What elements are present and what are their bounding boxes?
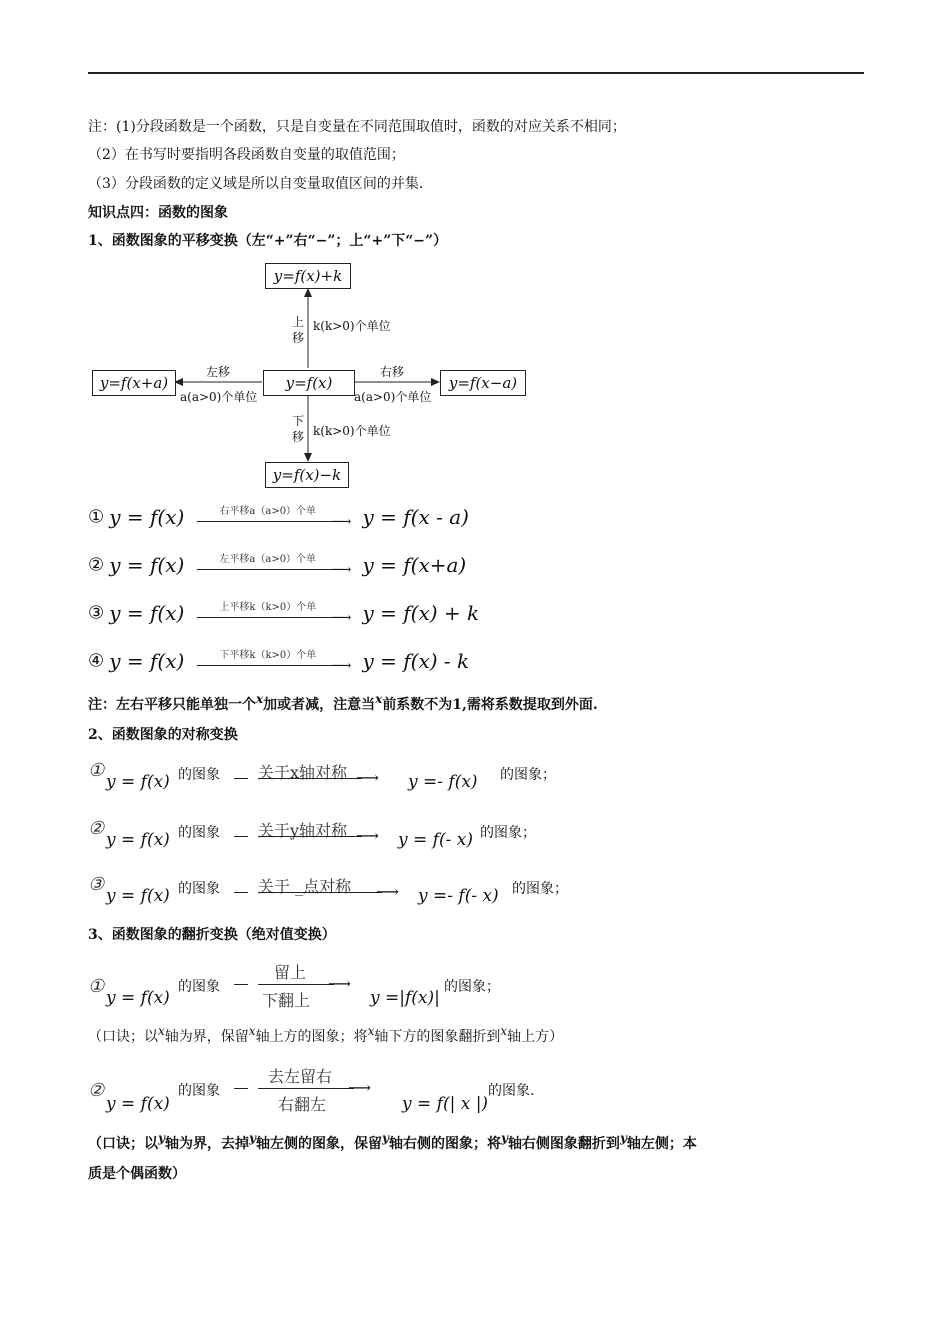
eq-rhs: y =- f(- x)	[418, 886, 499, 906]
eq-number: ③	[88, 602, 105, 624]
left-label: 左移	[206, 365, 231, 379]
eq-rhs: y = f(| x |)	[402, 1094, 489, 1114]
eq-rhs: y = f(x+a)	[362, 553, 467, 577]
var-x: x	[256, 692, 264, 706]
left-note: a(a>0)个单位	[180, 390, 258, 404]
eq-arrow-bottom: 右翻左	[278, 1095, 327, 1114]
box-bottom: y=f(x)−k	[265, 462, 349, 488]
right-label: 右移	[380, 365, 405, 379]
fold-note-2	[88, 1131, 697, 1154]
shift-note	[88, 692, 598, 715]
up-note: k(k>0)个单位	[313, 319, 391, 333]
eq-number: ④	[88, 650, 105, 672]
eq-lhs: y = f(x)	[106, 886, 170, 906]
fold-eq-2	[88, 1064, 708, 1118]
fold-note-1	[88, 1024, 564, 1047]
eq-arrow-bottom: 下翻上	[262, 991, 311, 1010]
eq-arrow: 左平移a（a>0）个单 ⟶	[193, 550, 353, 580]
eq-arrow: 关于 _点对称 ⟶	[234, 874, 414, 908]
var-y: y	[619, 1131, 627, 1145]
down-label-2: 移	[292, 430, 305, 444]
eq-end: 的图象；	[480, 825, 536, 841]
up-label-1: 上	[292, 315, 305, 329]
var-y: y	[158, 1131, 165, 1145]
var-x: x	[375, 692, 383, 706]
header-rule	[88, 72, 864, 74]
eq-end: 的图象；	[500, 767, 556, 783]
down-label-1: 下	[292, 414, 305, 428]
eq-arrow-top: 留上	[274, 963, 307, 982]
shift-note-part: 加或者减，注意当	[263, 697, 376, 713]
note-part: 轴下方的图象翻折到	[374, 1029, 501, 1045]
sym-eq-3	[88, 874, 688, 914]
eq-number: ①	[88, 760, 105, 781]
shift-eq-4	[88, 646, 469, 682]
subsection-title-fold: 3、函数图象的翻折变换（绝对值变换）	[88, 927, 336, 943]
eq-lhs: y = f(x)	[106, 988, 170, 1008]
shift-note-part: 注：左右平移只能单独一个	[88, 697, 256, 713]
eq-lhs: y = f(x)	[106, 1094, 170, 1114]
note-part: 轴为界，保留	[164, 1029, 249, 1045]
fold-note-2-cont: 质是个偶函数）	[88, 1166, 186, 1182]
note-2: （2）在书写时要指明各段函数自变量的取值范围；	[88, 147, 405, 163]
eq-number: ②	[88, 1080, 105, 1101]
subsection-title-symmetry: 2、函数图象的对称变换	[88, 727, 238, 743]
eq-mid: 的图象	[178, 825, 220, 841]
var-y: y	[500, 1131, 508, 1145]
note-3: （3）分段函数的定义域是所以自变量取值区间的并集.	[88, 176, 424, 192]
note-part: 轴上方的图象；将	[255, 1029, 368, 1045]
shift-eq-1	[88, 502, 469, 538]
section-title-graph: 知识点四：函数的图象	[88, 205, 228, 221]
eq-arrow: 去左留右 ⟶ 右翻左	[234, 1064, 384, 1118]
eq-lhs: y = f(x)	[106, 772, 170, 792]
var-x: x	[367, 1024, 375, 1038]
note-part: （口诀；以	[88, 1136, 158, 1152]
box-center: y=f(x)	[263, 370, 355, 396]
eq-number: ①	[88, 976, 105, 997]
sym-eq-1	[88, 760, 688, 800]
eq-lhs: y = f(x)	[109, 649, 185, 673]
eq-arrow-top: 去左留右	[268, 1067, 333, 1086]
eq-rhs: y = f(x) - k	[362, 649, 470, 673]
box-right: y=f(x−a)	[440, 370, 526, 396]
eq-arrow: 下平移k（k>0）个单 ⟶	[193, 646, 353, 676]
eq-number: ①	[88, 506, 105, 528]
eq-lhs: y = f(x)	[106, 830, 170, 850]
box-top: y=f(x)+k	[265, 263, 351, 289]
note-part: 轴为界，去掉	[164, 1136, 249, 1152]
note-part: 轴左侧的图象，保留	[255, 1136, 382, 1152]
shift-eq-3	[88, 598, 479, 634]
eq-rhs: y =|f(x)|	[370, 988, 440, 1008]
note-part: 轴左侧；本	[626, 1136, 697, 1152]
note-part: 轴上方）	[507, 1029, 564, 1045]
eq-mid: 的图象	[178, 1083, 220, 1099]
eq-mid: 的图象	[178, 881, 220, 897]
note-1: 注：(1)分段函数是一个函数，只是自变量在不同范围取值时，函数的对应关系不相同；	[88, 119, 626, 135]
eq-mid: 的图象	[178, 767, 220, 783]
var-y: y	[381, 1131, 389, 1145]
eq-arrow-label: 下平移k（k>0）个单	[219, 650, 317, 661]
eq-lhs: y = f(x)	[109, 505, 185, 529]
sym-eq-2	[88, 818, 688, 858]
eq-arrow-label: 左平移a（a>0）个单	[219, 554, 317, 565]
eq-arrow: 关于x轴对称 ⟶	[234, 760, 394, 794]
eq-arrow-label: 关于y轴对称	[258, 821, 348, 840]
eq-arrow: 关于y轴对称 ⟶	[234, 818, 394, 852]
eq-arrow: 留上 ⟶ 下翻上	[234, 960, 364, 1012]
eq-arrow-label: 关于 _点对称	[258, 877, 352, 896]
box-left: y=f(x+a)	[92, 370, 176, 396]
var-x: x	[248, 1024, 256, 1038]
eq-lhs: y = f(x)	[109, 553, 185, 577]
note-part: 轴右侧图象翻折到	[507, 1136, 620, 1152]
var-y: y	[248, 1131, 256, 1145]
eq-rhs: y =- f(x)	[408, 772, 478, 792]
var-x: x	[500, 1024, 508, 1038]
eq-number: ②	[88, 554, 105, 576]
shift-eq-2	[88, 550, 466, 586]
eq-arrow-label: 右平移a（a>0）个单	[219, 506, 317, 517]
eq-number: ③	[88, 874, 105, 895]
right-note: a(a>0)个单位	[354, 390, 432, 404]
eq-rhs: y = f(- x)	[398, 830, 473, 850]
note-part: （口诀；以	[88, 1029, 158, 1045]
eq-end: 的图象.	[488, 1083, 535, 1099]
eq-mid: 的图象	[178, 979, 220, 995]
eq-rhs: y = f(x - a)	[362, 505, 469, 529]
eq-end: 的图象；	[444, 979, 500, 995]
eq-number: ②	[88, 818, 105, 839]
fold-eq-1	[88, 960, 708, 1012]
eq-rhs: y = f(x) + k	[362, 601, 480, 625]
var-x: x	[158, 1024, 165, 1038]
shift-note-part: 前系数不为1,需将系数提取到外面.	[382, 697, 598, 713]
down-note: k(k>0)个单位	[313, 424, 391, 438]
eq-lhs: y = f(x)	[109, 601, 185, 625]
up-label-2: 移	[292, 331, 305, 345]
eq-arrow: 右平移a（a>0）个单 ⟶	[193, 502, 353, 532]
eq-arrow-label: 上平移k（k>0）个单	[219, 602, 317, 613]
eq-arrow: 上平移k（k>0）个单 ⟶	[193, 598, 353, 628]
eq-arrow-label: 关于x轴对称	[258, 763, 348, 782]
subsection-title-shift: 1、函数图象的平移变换（左“+”右“−”；上“+”下“−”）	[88, 233, 448, 249]
note-part: 轴右侧的图象；将	[388, 1136, 501, 1152]
eq-end: 的图象；	[512, 881, 568, 897]
